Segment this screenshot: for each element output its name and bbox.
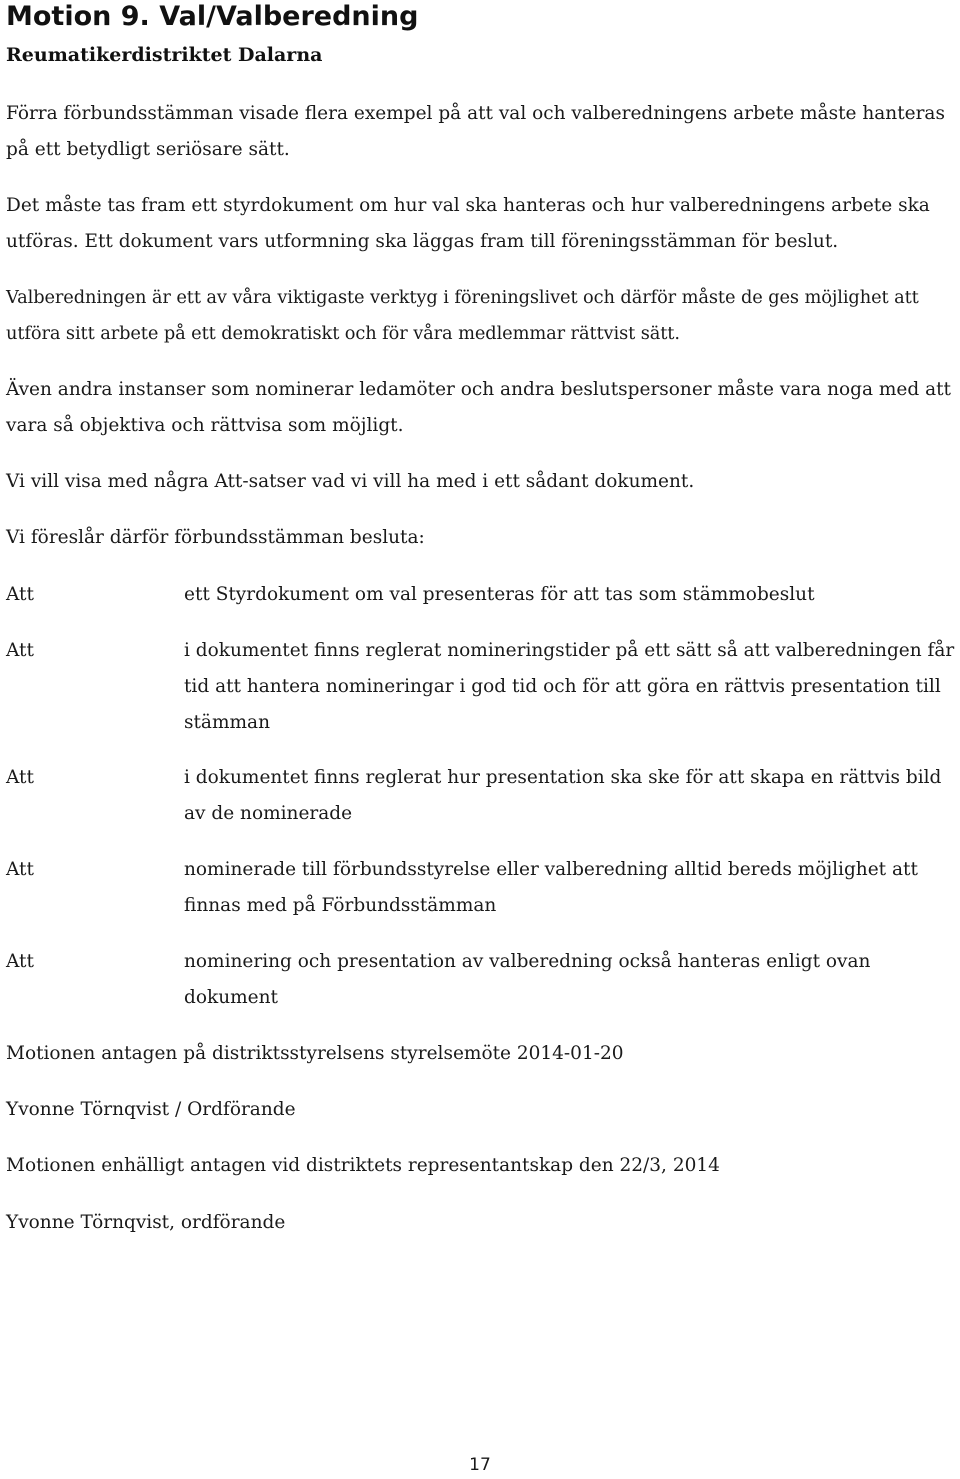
paragraph-3: Valberedningen är ett av våra viktigaste verktyg i föreningslivet och därför måste de ges möjlighet att utföra sitt arbete på ett demokratiskt och för våra medlemmar rättvist sätt. [6,287,919,344]
motion-title: Motion 9. Val/Valberedning [6,1,419,32]
page-number: 17 [469,1455,491,1475]
paragraph-6: Vi föreslår därför förbundsstämman besluta: [6,527,425,548]
signature-chair-2: Yvonne Törnqvist, ordförande [6,1212,286,1233]
att-label: Att [6,640,34,661]
att-label: Att [6,584,34,605]
signature-chair-1: Yvonne Törnqvist / Ordförande [6,1099,296,1120]
adoption-note-board: Motionen antagen på distriktsstyrelsens styrelsemöte 2014-01-20 [6,1043,624,1064]
att-text: i dokumentet finns reglerat nomineringstider på ett sätt så att valberedningen får tid att hantera nomineringar i god tid och för att göra en rättvis presentation till stämman [184,640,955,733]
motion-subtitle: Reumatikerdistriktet Dalarna [6,44,323,66]
paragraph-1: Förra förbundsstämman visade flera exempel på att val och valberedningens arbete måste hanteras på ett betydligt seriösare sätt. [6,103,945,160]
paragraph-4: Även andra instanser som nominerar ledamöter och andra beslutspersoner måste vara noga med att vara så objektiva och rättvisa som möjligt. [6,379,951,436]
att-text: i dokumentet finns reglerat hur presentation ska ske för att skapa en rättvis bild av de nominerade [184,767,942,824]
att-text: nominerade till förbundsstyrelse eller valberedning alltid bereds möjlighet att finnas med på Förbundsstämman [184,859,918,916]
att-text: nominering och presentation av valberedning också hanteras enligt ovan dokument [184,951,871,1008]
att-label: Att [6,859,34,880]
paragraph-2: Det måste tas fram ett styrdokument om hur val ska hanteras och hur valberedningens arbete ska utföras. Ett dokument vars utformning ska läggas fram till föreningsstämman för beslut. [6,195,930,252]
att-label: Att [6,767,34,788]
att-label: Att [6,951,34,972]
att-text: ett Styrdokument om val presenteras för att tas som stämmobeslut [184,584,815,605]
paragraph-5: Vi vill visa med några Att-satser vad vi vill ha med i ett sådant dokument. [6,471,695,492]
adoption-note-representatives: Motionen enhälligt antagen vid distriktets representantskap den 22/3, 2014 [6,1155,720,1176]
